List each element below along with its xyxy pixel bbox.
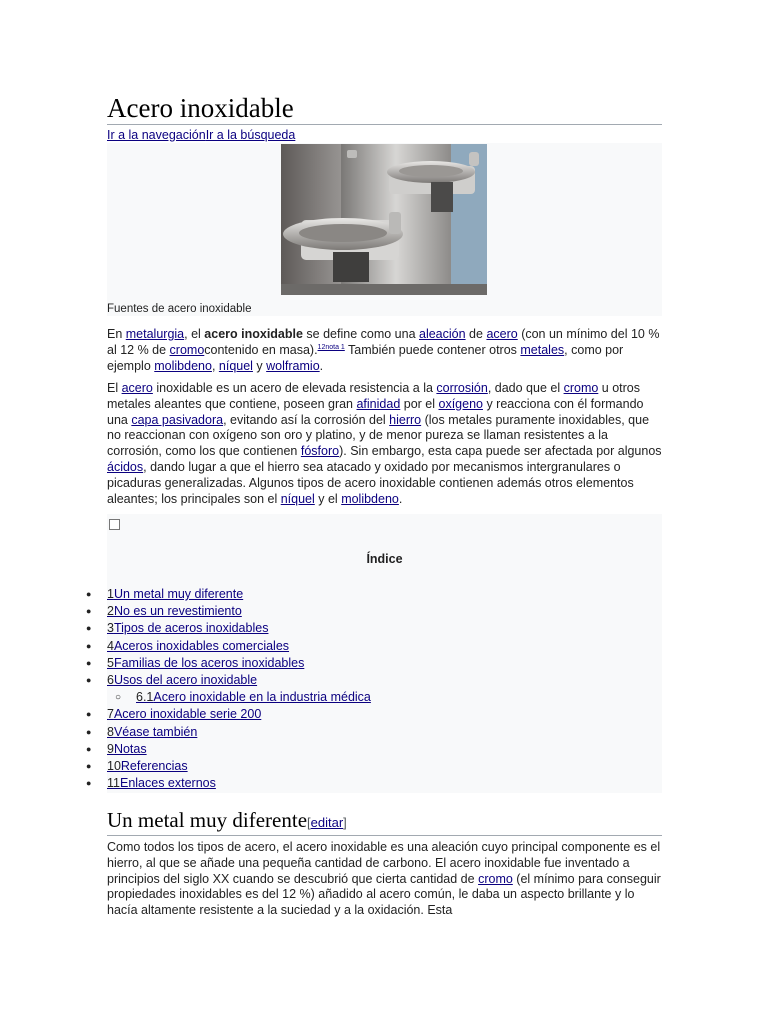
- inline-link[interactable]: oxígeno: [438, 396, 483, 411]
- toc-link[interactable]: [107, 586, 243, 603]
- bullet-icon: ●: [86, 709, 92, 720]
- toc-link[interactable]: [107, 706, 261, 723]
- fountain-photo[interactable]: [281, 144, 487, 295]
- inline-link[interactable]: cromo: [478, 871, 513, 886]
- toc-link[interactable]: [107, 775, 216, 792]
- toc-number: 3: [107, 621, 114, 636]
- inline-link[interactable]: hierro: [389, 412, 422, 427]
- toc-label: Acero inoxidable serie 200: [113, 707, 262, 722]
- toc-link[interactable]: [136, 689, 371, 706]
- section-paragraph: [107, 840, 662, 919]
- section-heading-text: Un metal muy diferente: [107, 808, 308, 832]
- text-run: y reacciona con él formando una: [107, 396, 644, 427]
- toc-item: [86, 638, 656, 655]
- toc-number: 1: [107, 587, 114, 601]
- text-run: u otros metales aleantes que contiene, poseen gran: [107, 381, 640, 411]
- text-run: y: [252, 358, 267, 373]
- inline-link[interactable]: aleación: [419, 327, 466, 341]
- bullet-icon: ●: [86, 606, 92, 617]
- text-run: , dando lugar a que el hierro sea atacado y oxidado por mecanismos intergranulares o picaduras generalizadas. Algunos tipos de acero inoxidable contienen además otros elementos aleantes; los principales son el: [107, 459, 634, 506]
- toc-item: [86, 706, 656, 723]
- toc-number: 6.1: [136, 690, 154, 705]
- inline-link[interactable]: metalurgia: [125, 327, 185, 341]
- inline-link[interactable]: acero: [121, 381, 153, 395]
- text-run: ). Sin embargo, esta capa puede ser afectada por algunos: [339, 444, 662, 459]
- figure-caption: Fuentes de acero inoxidable: [107, 303, 252, 315]
- toc-item: [86, 655, 656, 672]
- bullet-icon: ●: [86, 623, 92, 634]
- toc-label: Véase también: [113, 724, 198, 739]
- text-run: se define como una: [302, 327, 419, 341]
- intro-paragraph-1: [107, 327, 662, 374]
- toc-label: Referencias: [120, 758, 188, 773]
- text-run: , el: [184, 327, 205, 341]
- bullet-icon: ●: [86, 760, 92, 771]
- toc-label: Tipos de aceros inoxidables: [113, 621, 269, 636]
- page-title: Acero inoxidable: [107, 92, 662, 125]
- bullet-icon: ●: [86, 640, 92, 651]
- toc-label: Aceros inoxidables comerciales: [113, 638, 290, 653]
- text-run: de: [465, 327, 487, 341]
- toc-number: 10: [107, 758, 121, 773]
- toc-link[interactable]: [107, 638, 289, 655]
- text-run: y el: [314, 491, 342, 506]
- text-run: , evitando así la corrosión del: [223, 412, 390, 427]
- toc-label: Acero inoxidable en la industria médica: [153, 690, 371, 705]
- toc-number: 7: [107, 707, 114, 722]
- text-run: .: [398, 491, 403, 506]
- text-run: inoxidable es un acero de elevada resistencia a la: [152, 381, 437, 395]
- toc-item: [86, 775, 656, 792]
- bullet-icon: ●: [86, 589, 92, 599]
- text-run: (los metales puramente inoxidables, que no reaccionan con oxígeno son oro y platino, y de menor pureza se llaman resistentes a la corrosión, como los que contienen: [107, 412, 650, 459]
- toc-label: Enlaces externos: [119, 776, 216, 791]
- toc-item: [86, 603, 656, 620]
- jump-links: [107, 128, 295, 143]
- inline-link[interactable]: cromo: [169, 342, 205, 357]
- text-run: , como por ejemplo: [107, 342, 624, 373]
- jump-to-search-link[interactable]: Ir a la búsqueda: [205, 128, 296, 142]
- toc-link[interactable]: [107, 741, 147, 758]
- edit-section: [307, 815, 347, 830]
- inline-link[interactable]: metales: [520, 342, 565, 357]
- text-run: Como todos los tipos de acero, el acero inoxidable es una aleación cuyo principal componente es el hierro, al que se añade una pequeña cantidad de carbono. El acero inoxidable fue inventado a principios del siglo XX cuando se descubrió que cierta cantidad de: [107, 840, 661, 886]
- toc-number: 2: [107, 604, 114, 619]
- text-run: .: [319, 358, 324, 373]
- toc-number: 8: [107, 724, 114, 739]
- inline-link[interactable]: wolframio: [266, 358, 320, 373]
- text-run: El: [107, 381, 122, 395]
- toc-title: Índice: [366, 552, 403, 566]
- toc-number: 9: [107, 741, 114, 756]
- edit-section-link[interactable]: editar: [310, 815, 344, 830]
- reference-link[interactable]: 12nota 1: [317, 343, 345, 351]
- bullet-icon: ●: [86, 743, 92, 754]
- section-heading: [107, 808, 662, 836]
- text-run: ,: [211, 358, 219, 373]
- toc-item: [86, 758, 656, 775]
- toc-link[interactable]: [107, 603, 242, 620]
- toc-number: 6: [107, 672, 114, 687]
- inline-link[interactable]: afinidad: [356, 396, 401, 411]
- inline-link[interactable]: fósforo: [300, 444, 340, 459]
- bullet-icon: ●: [86, 674, 92, 685]
- toc-link[interactable]: [107, 655, 304, 672]
- inline-link[interactable]: cromo: [563, 381, 599, 395]
- bullet-icon: ●: [86, 726, 92, 737]
- toc-label: Un metal muy diferente: [113, 587, 244, 601]
- inline-link[interactable]: acero: [486, 327, 518, 341]
- toc-number: 11: [107, 776, 120, 791]
- text-run: (con un mínimo del 10 % al 12 % de: [107, 327, 660, 357]
- toc-toggle-checkbox[interactable]: [109, 519, 120, 530]
- toc-number: 4: [107, 638, 114, 653]
- toc-number: 5: [107, 655, 114, 670]
- bullet-icon: ●: [86, 778, 92, 789]
- text-run: También puede contener otros: [344, 342, 521, 357]
- toc-item: [86, 724, 656, 741]
- inline-link[interactable]: capa pasivadora: [131, 412, 224, 427]
- intro-paragraph-2: [107, 381, 662, 507]
- toc-link[interactable]: [107, 672, 257, 689]
- bullet-icon: ●: [86, 657, 92, 668]
- toc-label: Notas: [113, 741, 147, 756]
- edit-bracket-open: [: [307, 815, 311, 830]
- text-run: contenido en masa).: [204, 342, 318, 357]
- text-run: , dado que el: [487, 381, 564, 395]
- toc-item: [86, 586, 656, 603]
- toc-item: [86, 689, 656, 706]
- toc-label: Usos del acero inoxidable: [113, 672, 258, 687]
- toc-item: [86, 672, 656, 689]
- inline-link[interactable]: molibdeno: [154, 358, 212, 373]
- toc-item: [86, 620, 656, 637]
- bold-term: acero inoxidable: [204, 327, 303, 341]
- text-run: (el mínimo para conseguir propiedades inoxidables es del 12 %) añadido al acero común, le daba un aspecto brillante y lo hacía altamente resistente a la suciedad y a la oxidación. Esta: [107, 871, 661, 918]
- inline-link[interactable]: molibdeno: [341, 491, 399, 506]
- inline-link[interactable]: níquel: [280, 491, 315, 506]
- circle-bullet-icon: ○: [115, 692, 122, 704]
- toc-link[interactable]: [107, 620, 268, 637]
- toc-item: [86, 741, 656, 758]
- jump-to-navigation-link[interactable]: Ir a la navegación: [107, 128, 206, 142]
- toc-link[interactable]: [107, 758, 188, 775]
- toc-label: Familias de los aceros inoxidables: [113, 655, 305, 670]
- toc-link[interactable]: [107, 724, 197, 741]
- text-run: En: [107, 327, 126, 341]
- toc-list: [86, 586, 656, 792]
- inline-link[interactable]: níquel: [218, 358, 253, 373]
- toc-label: No es un revestimiento: [113, 604, 242, 619]
- inline-link[interactable]: corrosión: [436, 381, 488, 395]
- text-run: por el: [400, 396, 439, 411]
- inline-link[interactable]: ácidos: [107, 459, 144, 474]
- edit-bracket-close: ]: [343, 815, 347, 830]
